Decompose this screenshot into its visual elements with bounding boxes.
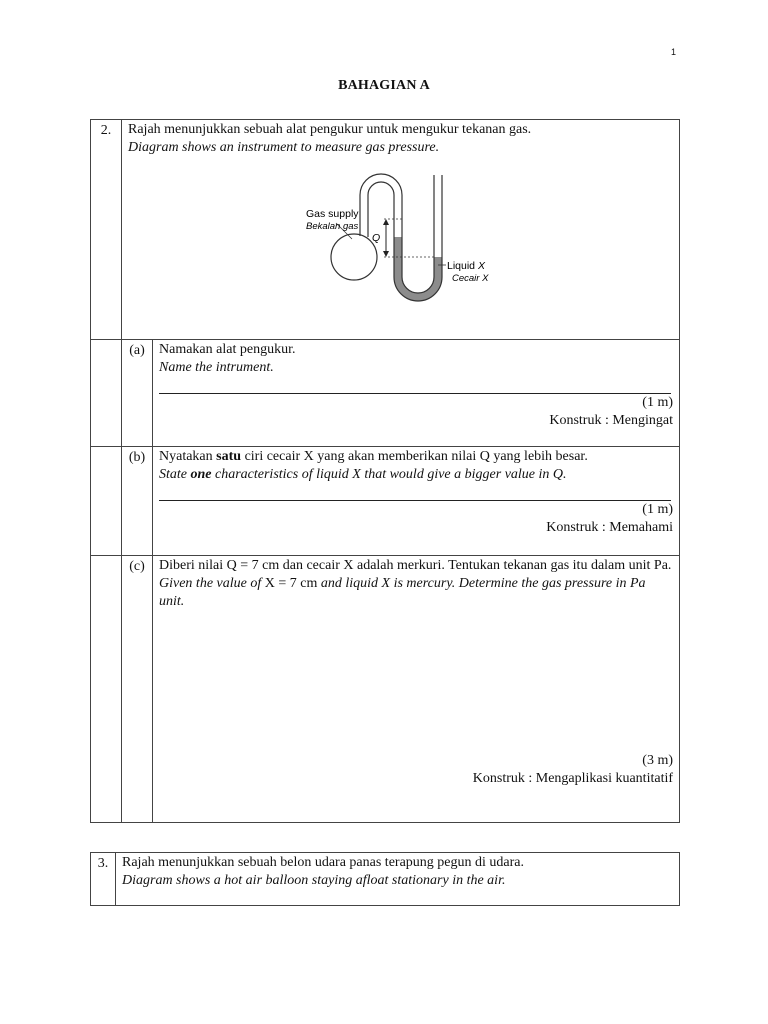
question-number: 2. [91,120,122,340]
part-c-english-2: and liquid X is mercury. Determine the gas pressure in Pa unit. [159,576,646,609]
part-b-konstruk: Konstruk : Memahami [546,520,674,535]
blank-cell [91,447,122,556]
blank-cell [91,556,122,823]
part-b-malay-1: Nyatakan [159,449,217,464]
part-b-malay-bold: satu [216,449,242,464]
q-label: Q [372,232,381,244]
liquid-label-x: X [477,260,485,272]
part-a-english: Name the intrument. [159,360,274,375]
answer-line-b[interactable] [159,484,671,501]
part-c-english [159,575,673,611]
q-arrow-head-up [383,219,389,225]
answer-line-a[interactable] [159,377,671,394]
part-c-label: (c) [122,556,153,823]
connecting-tube-inner [368,182,394,237]
part-a-marks: (1 m) [642,395,674,410]
manometer-diagram [306,165,506,315]
stem-english: Diagram shows an instrument to measure gas pressure. [128,140,440,155]
part-b-malay-2: ciri cecair X yang akan memberikan nilai Q yang lebih besar. [241,449,588,464]
answer-space-c[interactable] [159,611,673,752]
gas-supply-label-malay: Bekalan gas [306,221,359,232]
part-b-malay [159,448,673,466]
u-tube-inner [402,175,434,293]
part-b-english [159,466,673,484]
question-2-table [90,119,680,823]
question-3-stem [116,853,680,906]
question-3-stem-row [91,853,680,906]
part-c-body [153,556,680,823]
manometer-figure [128,157,673,322]
part-a-body [153,340,680,447]
part-b-english-2: characteristics of liquid X that would give a bigger value in Q. [211,467,567,482]
part-b-row [91,447,680,556]
page-number: 1 [671,47,677,57]
blank-cell [91,340,122,447]
question-2-stem-row [91,120,680,340]
part-a-konstruk: Konstruk : Mengingat [549,413,674,428]
question-number: 3. [91,853,116,906]
stem-english: Diagram shows a hot air balloon staying afloat stationary in the air. [122,873,506,888]
section-title: BAHAGIAN A [338,78,430,93]
part-c-malay: Diberi nilai Q = 7 cm dan cecair X adalah merkuri. Tentukan tekanan gas itu dalam unit Pa. [159,558,672,573]
part-b-marks: (1 m) [642,502,674,517]
part-a-malay: Namakan alat pengukur. [159,342,296,357]
gas-supply-label: Gas supply [306,208,359,220]
part-c-english-plain: X = 7 cm [264,576,318,591]
part-c-row [91,556,680,823]
gas-bulb [331,234,377,280]
liquid-x [394,237,442,301]
part-b-label: (b) [122,447,153,556]
part-a-row [91,340,680,447]
stem-malay: Rajah menunjukkan sebuah belon udara panas terapung pegun di udara. [122,855,524,870]
part-b-english-1: State [159,467,191,482]
liquid-label-word: Liquid [447,260,476,272]
connecting-tube-outer [360,174,402,237]
liquid-label [447,260,486,272]
part-a-label: (a) [122,340,153,447]
stem-malay: Rajah menunjukkan sebuah alat pengukur untuk mengukur tekanan gas. [128,122,532,137]
question-2-stem [122,120,680,340]
q-arrow-head-down [383,251,389,257]
part-c-marks: (3 m) [642,753,674,768]
part-c-english-1: Given the value of [159,576,265,591]
part-c-konstruk: Konstruk : Mengaplikasi kuantitatif [472,771,674,786]
liquid-label-malay: Cecair X [452,273,489,284]
part-b-body [153,447,680,556]
question-3-table [90,852,680,906]
part-b-english-bold: one [190,467,212,482]
